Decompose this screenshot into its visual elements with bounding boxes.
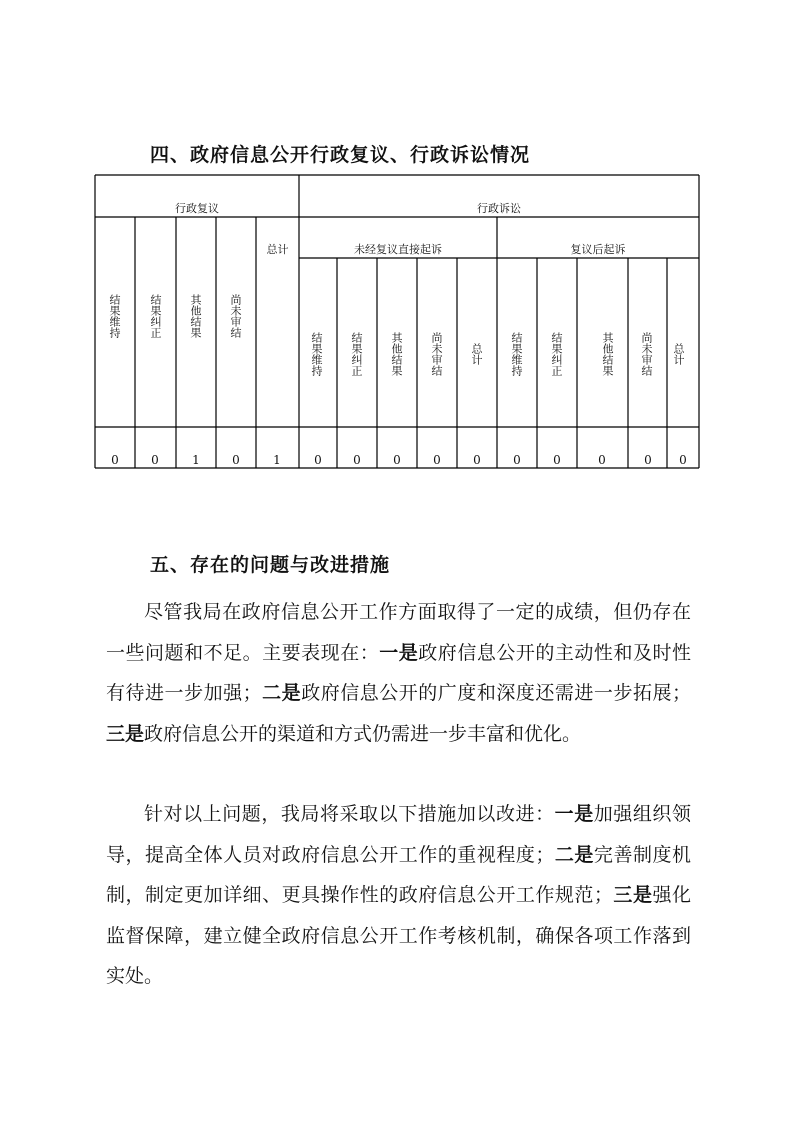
p1-text-3: 政府信息公开的渠道和方式仍需进一步丰富和优化。 bbox=[144, 722, 582, 745]
value-cell: 0 bbox=[232, 453, 240, 467]
direct-col-total: 总计 bbox=[470, 342, 483, 365]
p2-text-2: 完善制度机制，制定更加详细、更具操作性的政府信息公开工作规范； bbox=[106, 843, 691, 906]
review-col-total: 总计 bbox=[266, 243, 289, 256]
p1-bold-2: 二是 bbox=[261, 682, 302, 704]
p2-text-3: 强化监督保障，建立健全政府信息公开工作考核机制，确保各项工作落到实处。 bbox=[106, 884, 691, 987]
value-cell: 1 bbox=[192, 453, 200, 467]
value-cell: 0 bbox=[151, 453, 159, 467]
measures-paragraph bbox=[106, 794, 691, 997]
p1-text-2: 政府信息公开的广度和深度还需进一步拓展； bbox=[301, 682, 691, 704]
p2-bold-3: 三是 bbox=[612, 884, 653, 906]
value-cell: 0 bbox=[598, 453, 606, 467]
value-cell: 1 bbox=[273, 453, 281, 467]
p2-bold-2: 二是 bbox=[554, 843, 594, 866]
after-col-pending: 尚未审结 bbox=[640, 331, 653, 376]
value-cell: 0 bbox=[513, 453, 521, 467]
value-cell: 0 bbox=[314, 453, 322, 467]
admin-review-header: 行政复议 bbox=[175, 202, 219, 215]
after-col-upheld: 结果维持 bbox=[510, 331, 523, 376]
value-cell: 0 bbox=[679, 453, 687, 467]
after-col-corrected: 结果纠正 bbox=[550, 331, 563, 376]
after-col-other: 其他结果 bbox=[601, 331, 614, 376]
review-col-corrected: 结果纠正 bbox=[149, 294, 162, 338]
admin-litigation-header: 行政诉讼 bbox=[477, 202, 521, 215]
after-review-header: 复议后起诉 bbox=[570, 243, 626, 256]
problems-paragraph bbox=[106, 592, 691, 754]
p2-bold-1: 一是 bbox=[554, 803, 594, 825]
value-cell: 0 bbox=[393, 453, 401, 467]
direct-suit-header: 未经复议直接起诉 bbox=[354, 243, 442, 256]
p1-text-a: 尽管我局在政府信息公开工作方面取得了一定的成绩，但仍存在一些问题和不足。主要表现在： bbox=[106, 601, 691, 664]
direct-col-upheld: 结果维持 bbox=[310, 331, 323, 376]
value-cell: 0 bbox=[644, 453, 652, 467]
value-cell: 0 bbox=[353, 453, 361, 467]
p2-text-1: 加强组织领导，提高全体人员对政府信息公开工作的重视程度； bbox=[106, 803, 691, 866]
review-col-pending: 尚未审结 bbox=[229, 294, 242, 338]
section-4-heading: 四、政府信息公开行政复议、行政诉讼情况 bbox=[150, 144, 531, 166]
p1-text-1: 政府信息公开的主动性和及时性有待进一步加强； bbox=[106, 641, 691, 704]
value-cell: 0 bbox=[433, 453, 441, 467]
p1-bold-3: 三是 bbox=[106, 722, 145, 745]
review-col-upheld: 结果维持 bbox=[108, 294, 121, 338]
direct-col-corrected: 结果纠正 bbox=[350, 331, 363, 376]
after-col-total: 总计 bbox=[672, 342, 685, 365]
value-cell: 0 bbox=[473, 453, 481, 467]
value-cell: 0 bbox=[553, 453, 561, 467]
section-5-heading: 五、存在的问题与改进措施 bbox=[150, 554, 391, 576]
direct-col-other: 其他结果 bbox=[390, 331, 403, 376]
p1-bold-1: 一是 bbox=[379, 641, 419, 664]
review-col-other: 其他结果 bbox=[189, 294, 202, 338]
p2-text-a: 针对以上问题，我局将采取以下措施加以改进： bbox=[144, 803, 555, 825]
value-cell: 0 bbox=[111, 453, 119, 467]
direct-col-pending: 尚未审结 bbox=[430, 331, 443, 376]
